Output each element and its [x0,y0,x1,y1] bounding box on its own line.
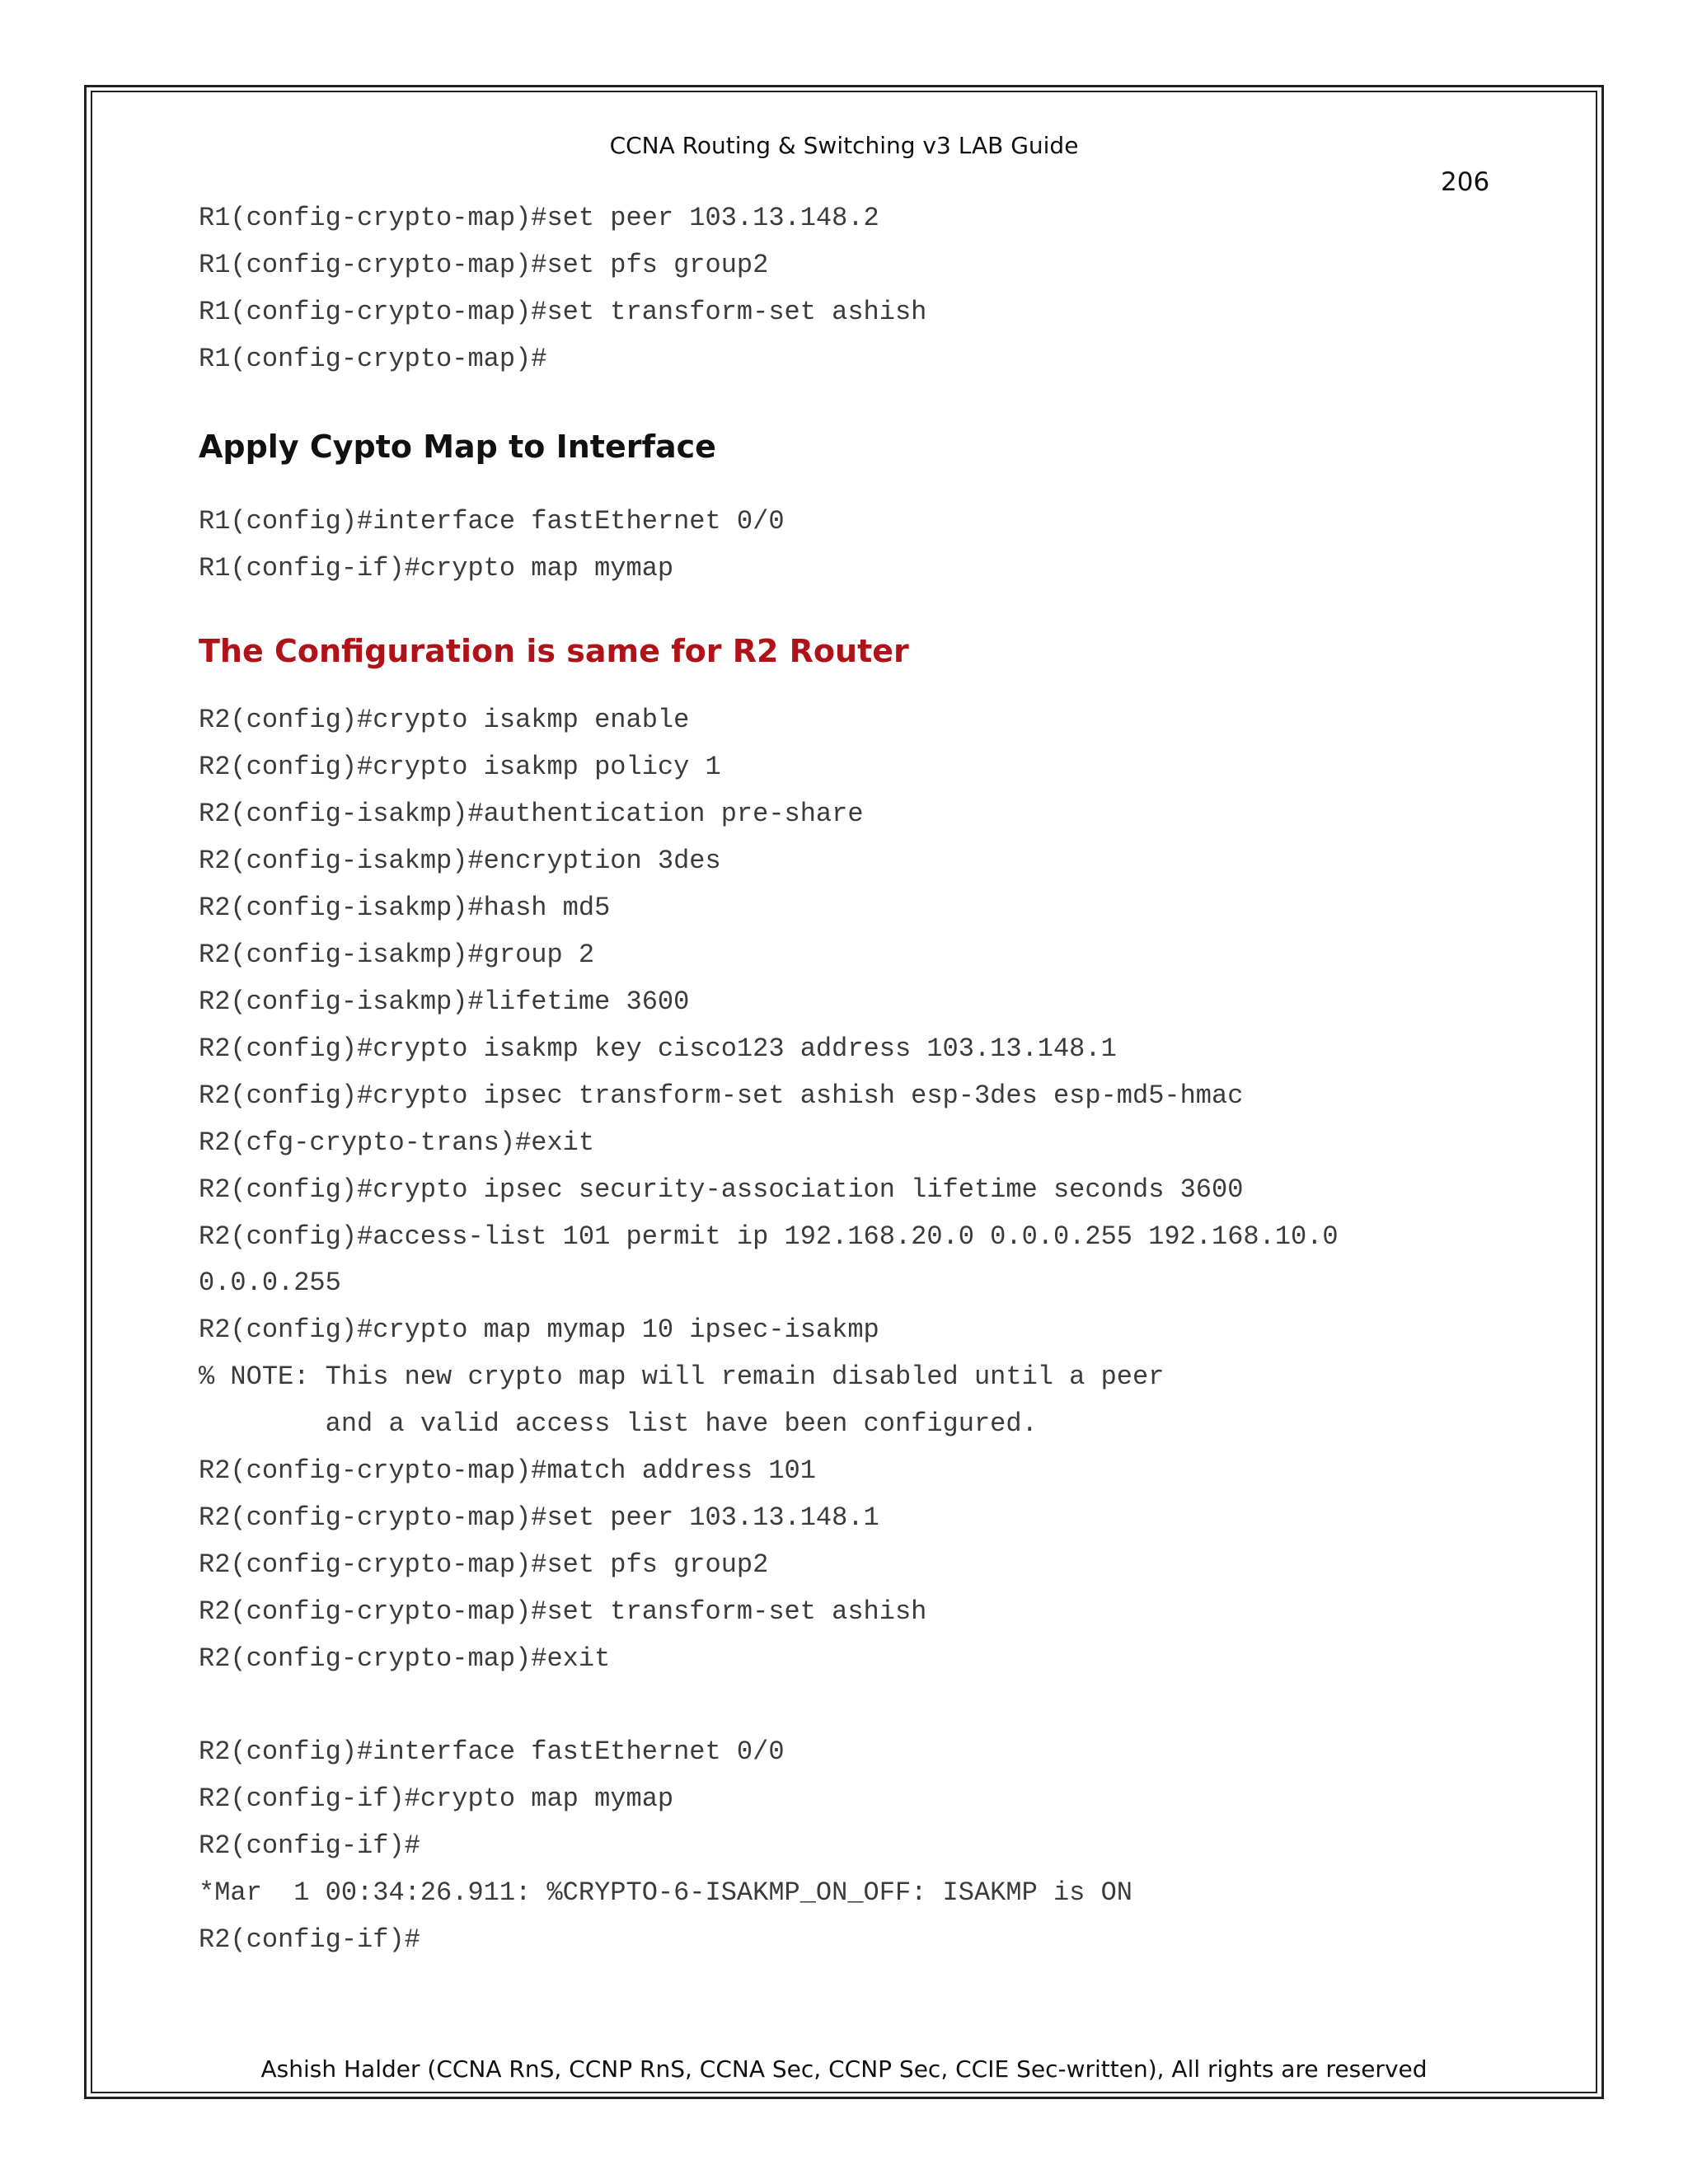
section-heading-apply-crypto-map: Apply Cypto Map to Interface [199,429,716,465]
code-line: R2(config)#interface fastEthernet 0/0 [199,1736,785,1767]
code-line: R2(config)#access-list 101 permit ip 192.168.20.0 0.0.0.255 192.168.10.0 [199,1221,1339,1252]
code-line: *Mar 1 00:34:26.911: %CRYPTO-6-ISAKMP_ON_OFF: ISAKMP is ON [199,1877,1132,1908]
code-line: R2(cfg-crypto-trans)#exit [199,1127,595,1158]
code-line: R2(config)#crypto ipsec security-association lifetime seconds 3600 [199,1174,1244,1205]
page-footer: Ashish Halder (CCNA RnS, CCNP RnS, CCNA Sec, CCNP Sec, CCIE Sec-written), All rights are reserved [260,2055,1428,2083]
section-heading-r2-configuration: The Configuration is same for R2 Router [199,633,909,669]
code-line: R2(config-isakmp)#encryption 3des [199,846,721,876]
code-line: R2(config)#crypto isakmp key cisco123 address 103.13.148.1 [199,1033,1117,1064]
code-line: R2(config-crypto-map)#set peer 103.13.148.1 [199,1502,879,1533]
code-line: R2(config)#crypto isakmp policy 1 [199,752,721,782]
code-line: R1(config-crypto-map)#set peer 103.13.148.2 [199,203,879,233]
code-line: R1(config-crypto-map)#set pfs group2 [199,250,769,280]
code-line: R2(config-isakmp)#authentication pre-share [199,799,864,829]
code-line: R2(config-crypto-map)#set transform-set ashish [199,1596,927,1627]
code-line: R1(config-crypto-map)# [199,344,547,374]
page-number: 206 [1441,167,1490,197]
running-header: CCNA Routing & Switching v3 LAB Guide [609,132,1079,159]
code-line: R2(config)#crypto isakmp enable [199,705,690,735]
code-line: R2(config-if)# [199,1830,420,1861]
code-line: R2(config-isakmp)#lifetime 3600 [199,987,690,1017]
code-line: R2(config)#crypto map mymap 10 ipsec-isakmp [199,1315,879,1345]
code-line: R2(config-crypto-map)#exit [199,1643,611,1674]
code-line: R1(config-if)#crypto map mymap [199,553,674,583]
code-line: R2(config-crypto-map)#match address 101 [199,1455,816,1486]
code-line: R2(config-crypto-map)#set pfs group2 [199,1549,769,1580]
code-line: R2(config-if)#crypto map mymap [199,1783,674,1814]
code-line: and a valid access list have been configured. [199,1408,1038,1439]
code-line: R2(config-isakmp)#group 2 [199,940,595,970]
code-line: R2(config-isakmp)#hash md5 [199,893,611,923]
code-line: R1(config)#interface fastEthernet 0/0 [199,506,785,537]
code-line: R2(config-if)# [199,1924,420,1955]
code-line: % NOTE: This new crypto map will remain disabled until a peer [199,1361,1165,1392]
code-line: R2(config)#crypto ipsec transform-set ashish esp-3des esp-md5-hmac [199,1080,1244,1111]
code-line: R1(config-crypto-map)#set transform-set ashish [199,297,927,327]
code-line: 0.0.0.255 [199,1268,341,1298]
